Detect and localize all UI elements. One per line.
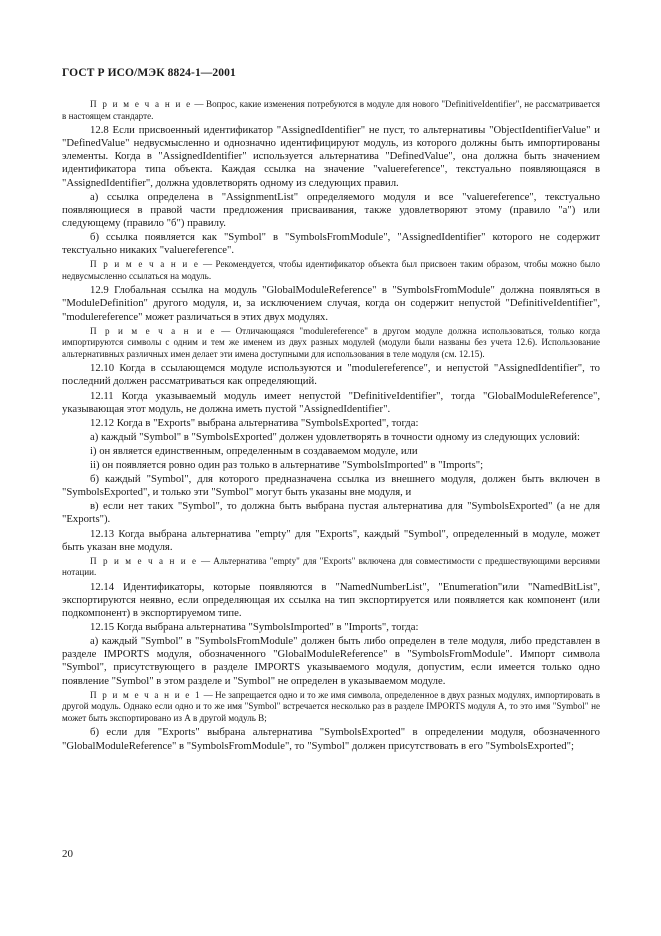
note-text: — Альтернатива "empty" для "Exports" включена для совместимости с предшествующими версиями нотации. [62,555,600,578]
note-label: П р и м е ч а н и е [90,99,192,109]
note-paragraph [62,326,600,361]
note-paragraph [62,259,600,282]
note-text: — Отличающаяся "modulereference" в другом модуле должна использоваться, только когда импортируются символы с одним и тем же именем из двух разных модулей (модули были названы без учета 12.6). Использование альтернативных различных имен делает эти имена доступными для использования в теле модуля (см. 12.15). [62,325,600,359]
body-paragraph: а) каждый "Symbol" в "SymbolsFromModule" должен быть либо определен в теле модуля, либо представлен в разделе IMPORTS модуля, обозначенного "GlobalModuleReference" в "SymbolsFromModule". Импорт символа "Symbol", присутствующего в разделе IMPORTS указываемого модуля, допустим, если имеется только одно появление "Symbol" в этом разделе и "Symbol" не определен в указываемом модуле. [62,635,600,687]
body-paragraph: в) если нет таких "Symbol", то должна быть выбрана пустая альтернатива для "SymbolsExported" (а не для "Exports"). [62,500,600,526]
note-paragraph [62,99,600,122]
note-text: — Вопрос, какие изменения потребуются в модуле для нового "DefinitiveIdentifier", не рассматривается в настоящем стандарте. [62,99,600,121]
note-label: П р и м е ч а н и е [90,259,200,270]
body-paragraph: 12.8 Если присвоенный идентификатор "AssignedIdentifier" не пуст, то альтернативы "ObjectIdentifierValue" и "DefinedValue" недвусмысленно и однозначно идентифицируют модуль, из которого должны быть импортированы элементы. Когда в "AssignedIdentifier" используется альтернатива "DefinedValue", она должна быть значением идентификатора типа объекта. Каждая ссылка на значение "valuereference", текстуально появляющаяся в "AssignedIdentifier", должна удовлетворять одному из следующих правил. [62,124,600,189]
body-paragraph: 12.15 Когда выбрана альтернатива "SymbolsImported" в "Imports", тогда: [90,621,419,634]
body-paragraph: 12.14 Идентификаторы, которые появляются в "NamedNumberList", "Enumeration"или "NamedBitList", экспортируются неявно, если определяющая их ссылка на тип экспортируется или появляется как компонент (или подкомпонент) в экспортируемом типе. [62,580,600,620]
body-paragraph: б) ссылка появляется как "Symbol" в "SymbolsFromModule", "AssignedIdentifier" которого не содержит текстуально никаких "valuereference". [62,230,600,257]
body-paragraph: 12.12 Когда в "Exports" выбрана альтернатива "SymbolsExported", тогда: [90,416,419,429]
body-paragraph: а) каждый "Symbol" в "SymbolsExported" должен удовлетворять в точности одному из следующих условий: [90,430,580,443]
note-label: П р и м е ч а н и е [90,325,216,336]
note-text: — Рекомендуется, чтобы идентификатор объекта был присвоен таким образом, чтобы можно было недвусмысленно ссылаться на модуль. [62,259,601,281]
note-text: — Не запрещается одно и то же имя символа, определенное в двух разных модулях, импортировать в другой модуль. Однако если одно и то же имя "Symbol" встречается несколько раз в разделе IMPORTS модуля А, то это имя "Symbol" не может быть экспортировано из А в другой модуль В; [62,689,600,723]
body-paragraph: 12.10 Когда в ссылающемся модуле используются и "modulereference", и непустой "AssignedIdentifier", то последний должен рассматриваться как определяющий. [62,362,600,388]
body-paragraph: а) ссылка определена в "AssignmentList" определяемого модуля и все "valuereference", текстуально появляющиеся в правой части предложения присваивания, также удовлетворяют этому (правило "а") или следующему (правило "б") правилу. [62,190,600,229]
document-body [62,97,600,753]
document-header: ГОСТ Р ИСО/МЭК 8824-1—2001 [62,67,236,79]
body-paragraph: б) если для "Exports" выбрана альтернатива "SymbolsExported" в определении модуля, обозначенного "GlobalModuleReference" в "SymbolsFromModule", то "Symbol" должен присутствовать в его "SymbolsExported"; [62,726,600,752]
note-label: П р и м е ч а н и е [90,555,198,566]
note-paragraph [62,690,600,725]
body-paragraph: i) он является единственным, определенным в создаваемом модуле, или [90,444,418,457]
body-paragraph: 12.11 Когда указываемый модуль имеет непустой "DefinitiveIdentifier", тогда "GlobalModuleReference", указывающая этот модуль, не должна иметь пустой "AssignedIdentifier". [62,389,600,415]
body-paragraph: 12.13 Когда выбрана альтернатива "empty" для "Exports", каждый "Symbol", определенный в модуле, может быть указан вне модуля. [62,527,600,553]
note-paragraph [62,556,600,579]
body-paragraph: 12.9 Глобальная ссылка на модуль "GlobalModuleReference" в "SymbolsFromModule" должна появляться в "ModuleDefinition" другого модуля, и, за исключением случая, когда он содержит непустой "DefinitiveIdentifier", "modulereference" может различаться в этих двух модулях. [62,284,600,323]
page-number: 20 [62,848,73,860]
note-label: П р и м е ч а н и е 1 [90,689,202,700]
body-paragraph: б) каждый "Symbol", для которого предназначена ссылка из внешнего модуля, должен быть включен в "SymbolsExported", и только эти "Symbol" могут быть указаны вне модуля, и [62,473,600,499]
body-paragraph: ii) он появляется ровно один раз только в альтернативе "SymbolsImported" в "Imports"; [90,459,484,472]
